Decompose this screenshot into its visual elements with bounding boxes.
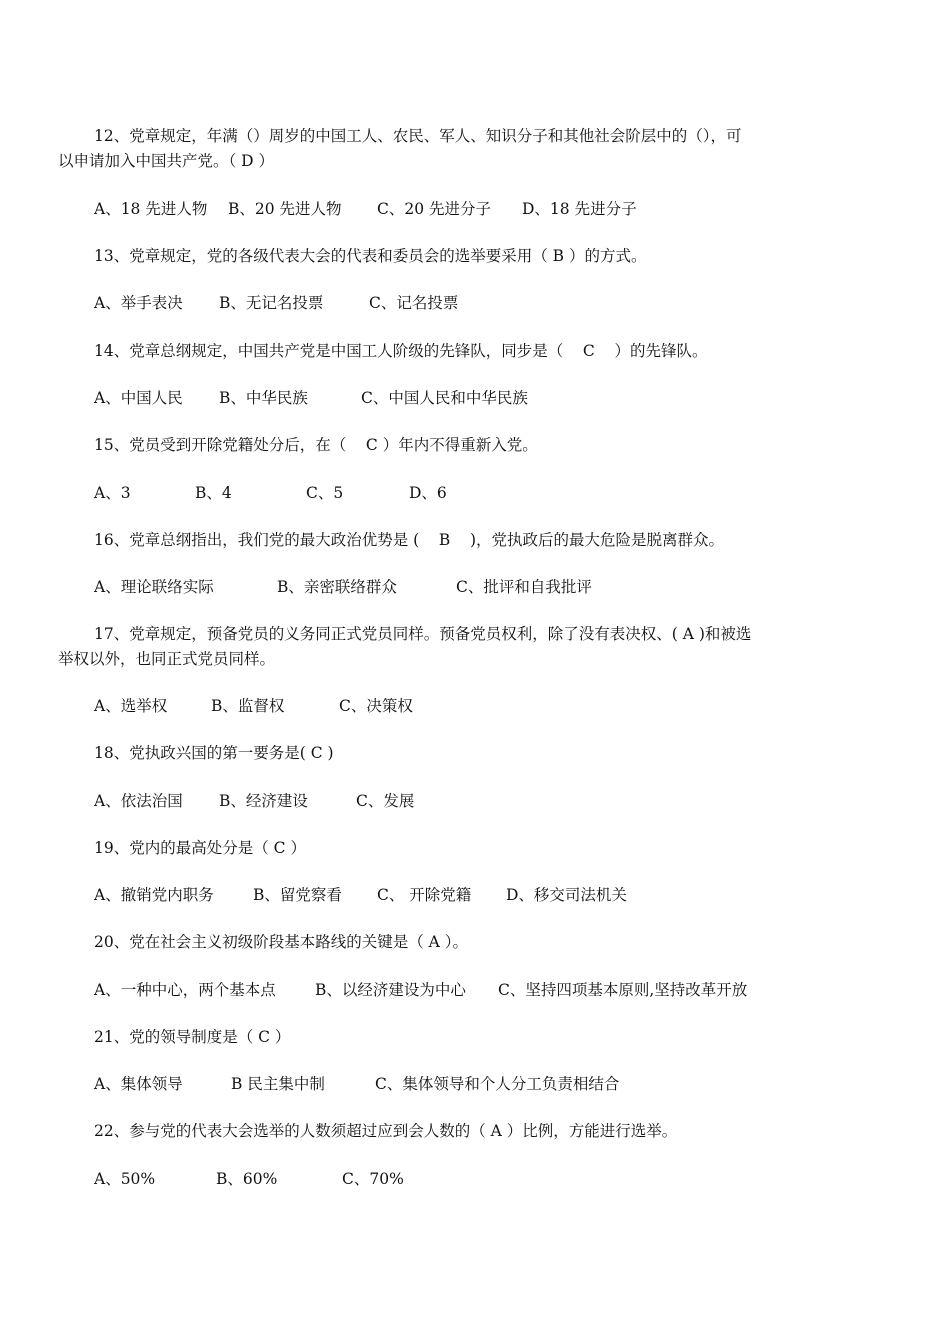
question-18-option-a: A、依法治国: [94, 792, 183, 810]
question-13-text: 13、党章规定，党的各级代表大会的代表和委员会的选举要采用（ B ）的方式。: [94, 247, 647, 265]
question-13-option-a: A、举手表决: [94, 294, 183, 312]
question-19-option-a: A、撤销党内职务: [94, 886, 214, 904]
question-20-option-b: B、以经济建设为中心: [315, 981, 466, 999]
question-14-option-a: A、中国人民: [94, 389, 183, 407]
question-12-option-d: D、18 先进分子: [522, 200, 637, 218]
question-16-text: 16、党章总纲指出，我们党的最大政治优势是 ( B )，党执政后的最大危险是脱离群众。: [94, 531, 725, 549]
question-15-option-a: A、3: [94, 484, 131, 502]
question-17-option-b: B、监督权: [211, 697, 285, 715]
question-14-option-c: C、中国人民和中华民族: [361, 389, 528, 407]
question-15-option-c: C、5: [306, 484, 344, 502]
question-22-option-b: B、60%: [216, 1170, 278, 1188]
question-16-option-b: B、亲密联络群众: [277, 578, 397, 596]
question-17-text: 17、党章规定，预备党员的义务同正式党员同样。预备党员权利，除了没有表决权、( A )和被选: [94, 625, 752, 643]
question-19-option-b: B、留党察看: [253, 886, 342, 904]
question-20-text: 20、党在社会主义初级阶段基本路线的关键是（ A ）。: [94, 933, 469, 951]
question-18-text: 18、党执政兴国的第一要务是( C ): [94, 744, 334, 762]
question-22-option-a: A、50%: [94, 1170, 156, 1188]
question-17-option-c: C、决策权: [339, 697, 413, 715]
question-21-text: 21、党的领导制度是（ C ）: [94, 1028, 291, 1046]
question-12-text: 12、党章规定，年满（）周岁的中国工人、农民、军人、知识分子和其他社会阶层中的（），可: [94, 127, 742, 145]
question-13-option-c: C、记名投票: [369, 294, 459, 312]
question-16-option-c: C、批评和自我批评: [456, 578, 592, 596]
question-14-text: 14、党章总纲规定，中国共产党是中国工人阶级的先锋队，同步是（ C ）的先锋队。: [94, 342, 708, 360]
question-22-option-c: C、70%: [342, 1170, 404, 1188]
question-18-option-c: C、发展: [356, 792, 415, 810]
question-12-option-c: C、20 先进分子: [377, 200, 492, 218]
question-19-option-d: D、移交司法机关: [506, 886, 627, 904]
question-19-option-c: C、 开除党籍: [377, 886, 472, 904]
question-20-option-a: A、一种中心，两个基本点: [94, 981, 276, 999]
question-14-option-b: B、中华民族: [219, 389, 308, 407]
question-13-option-b: B、无记名投票: [219, 294, 324, 312]
question-15-text: 15、党员受到开除党籍处分后，在（ C ）年内不得重新入党。: [94, 436, 538, 454]
question-17-text-continued: 举权以外，也同正式党员同样。: [58, 650, 276, 668]
question-21-option-b: B 民主集中制: [231, 1075, 325, 1093]
question-20-option-c: C、坚持四项基本原则,坚持改革开放: [498, 981, 748, 999]
question-22-text: 22、参与党的代表大会选举的人数须超过应到会人数的（ A ）比例，方能进行选举。: [94, 1122, 678, 1140]
question-12-option-b: B、20 先进人物: [228, 200, 342, 218]
question-21-option-c: C、集体领导和个人分工负责相结合: [375, 1075, 620, 1093]
question-21-option-a: A、集体领导: [94, 1075, 183, 1093]
question-12-option-a: A、18 先进人物: [94, 200, 208, 218]
question-15-option-d: D、6: [409, 484, 447, 502]
question-16-option-a: A、理论联络实际: [94, 578, 214, 596]
question-12-text-continued: 以申请加入中国共产党。（ D ）: [58, 152, 275, 170]
question-19-text: 19、党内的最高处分是（ C ）: [94, 839, 306, 857]
question-15-option-b: B、4: [195, 484, 232, 502]
question-17-option-a: A、选举权: [94, 697, 168, 715]
question-18-option-b: B、经济建设: [219, 792, 308, 810]
